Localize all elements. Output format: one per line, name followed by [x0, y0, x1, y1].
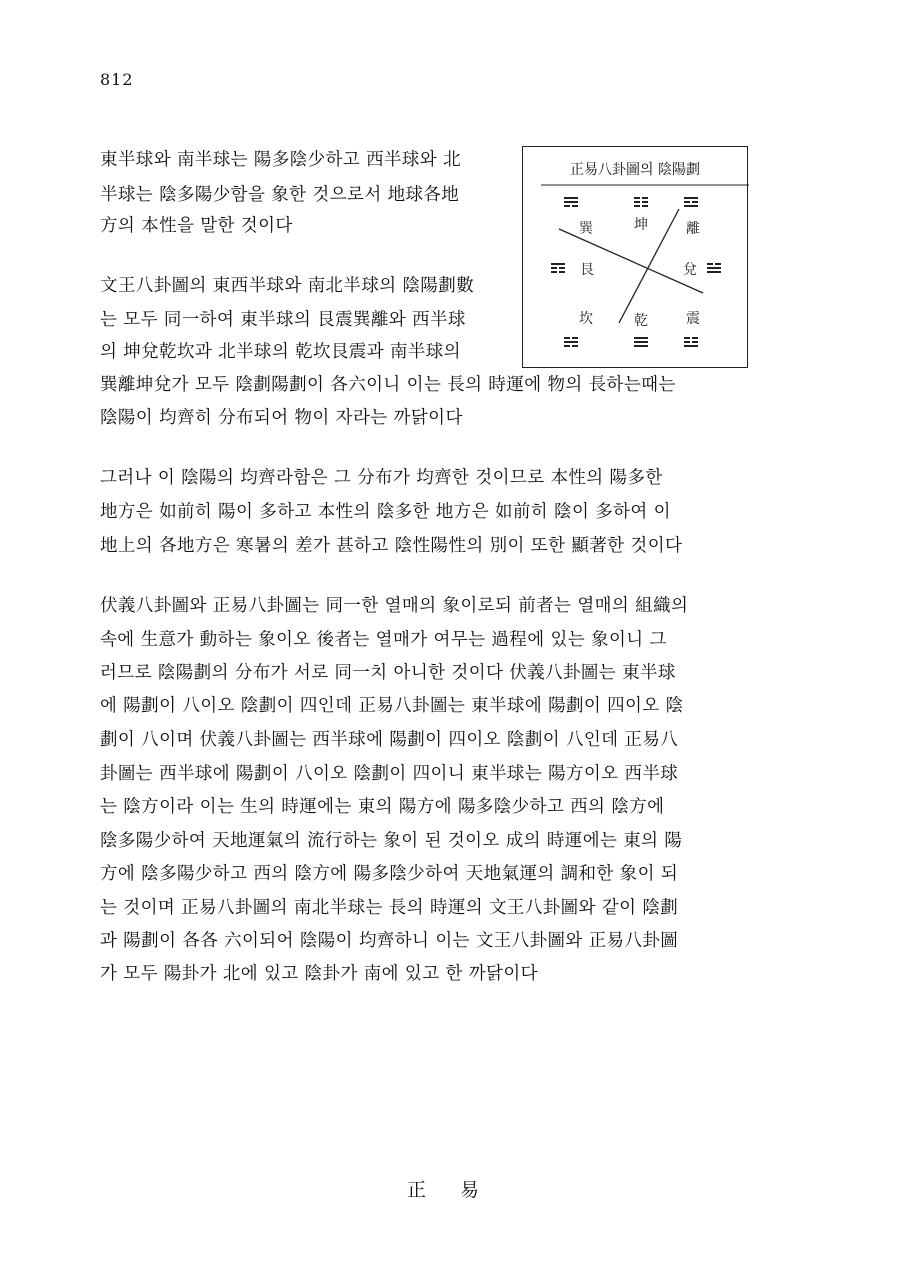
trigram-label-gen: 艮 [580, 262, 594, 278]
text-line: 地方은 如前히 陽이 多하고 本性의 陰多한 地方은 如前히 陰이 多하여 이 [100, 502, 671, 522]
trigram-figure [522, 146, 748, 368]
trigram-label-dui: 兌 [683, 262, 697, 278]
text-line: 과 陽劃이 各各 六이되어 陰陽이 均齊하니 이는 文王八卦圖와 正易八卦圖 [100, 931, 679, 951]
text-line: 陰多陽少하여 天地運氣의 流行하는 象이 된 것이오 成의 時運에는 東의 陽 [100, 831, 683, 851]
text-line: 러므로 陰陽劃의 分布가 서로 同一치 아니한 것이다 伏義八卦圖는 東半球 [100, 663, 676, 683]
text-line: 陰陽이 均齊히 分布되어 物이 자라는 까닭이다 [100, 408, 463, 428]
text-line: 의 坤兌乾坎과 北半球의 乾坎艮震과 南半球의 [100, 342, 461, 362]
text-line: 는 것이며 正易八卦圖의 南北半球는 長의 時運의 文王八卦圖와 같이 陰劃 [100, 898, 679, 918]
text-line: 卦圖는 西半球에 陽劃이 八이오 陰劃이 四이니 東半球는 陽方이오 西半球 [100, 764, 679, 784]
trigram-label-xun: 巽 [579, 221, 593, 237]
trigram-symbol-li [684, 198, 698, 206]
text-line: 巽離坤兌가 모두 陰劃陽劃이 各六이니 이는 長의 時運에 物의 長하는때는 [100, 375, 676, 395]
trigram-symbol-xun [564, 198, 578, 206]
diagonal-line [559, 229, 703, 293]
text-line: 文王八卦圖의 東西半球와 南北半球의 陰陽劃數 [100, 276, 475, 296]
trigram-symbol-zhen [684, 338, 698, 346]
trigram-label-kan: 坎 [579, 311, 593, 327]
trigram-label-zhen: 震 [686, 311, 700, 327]
trigram-label-qian: 乾 [634, 313, 648, 329]
trigram-label-kun: 坤 [634, 217, 648, 233]
figure-title: 正易八卦圖의 陰陽劃 [570, 162, 700, 178]
trigram-symbol-kan [564, 338, 578, 346]
trigram-symbol-kun [634, 198, 648, 206]
text-line: 東半球와 南半球는 陽多陰少하고 西半球와 北 [100, 150, 461, 170]
trigram-symbol-qian [634, 338, 648, 346]
text-line: 그러나 이 陰陽의 均齊라함은 그 分布가 均齊한 것이므로 本性의 陽多한 [100, 468, 663, 488]
diagonal-line [619, 209, 679, 323]
footer-title: 正 易 [406, 1179, 494, 1201]
text-line: 는 모두 同一하여 東半球의 艮震巽離와 西半球 [100, 310, 466, 330]
trigram-diagram [523, 147, 749, 369]
page-number: 812 [100, 70, 134, 89]
trigram-symbol-dui [707, 264, 721, 272]
text-line: 劃이 八이며 伏義八卦圖는 西半球에 陽劃이 四이오 陰劃이 八인데 正易八 [100, 730, 679, 750]
text-line: 地上의 各地方은 寒暑의 差가 甚하고 陰性陽性의 別이 또한 顯著한 것이다 [100, 536, 683, 556]
trigram-symbol-gen [551, 264, 565, 272]
text-line: 方에 陰多陽少하고 西의 陰方에 陽多陰少하여 天地氣運의 調和한 象이 되 [100, 864, 679, 884]
text-line: 方의 本性을 말한 것이다 [100, 216, 293, 236]
text-line: 가 모두 陽卦가 北에 있고 陰卦가 南에 있고 한 까닭이다 [100, 964, 538, 984]
text-line: 에 陽劃이 八이오 陰劃이 四인데 正易八卦圖는 東半球에 陽劃이 四이오 陰 [100, 696, 684, 716]
text-line: 속에 生意가 動하는 象이오 後者는 열매가 여무는 過程에 있는 象이니 그 [100, 630, 667, 650]
text-line: 伏義八卦圖와 正易八卦圖는 同一한 열매의 象이로되 前者는 열매의 組織의 [100, 596, 689, 616]
text-line: 半球는 陰多陽少함을 象한 것으로서 地球各地 [100, 185, 460, 205]
trigram-label-li: 離 [686, 221, 700, 237]
text-line: 는 陰方이라 이는 生의 時運에는 東의 陽方에 陽多陰少하고 西의 陰方에 [100, 797, 665, 817]
